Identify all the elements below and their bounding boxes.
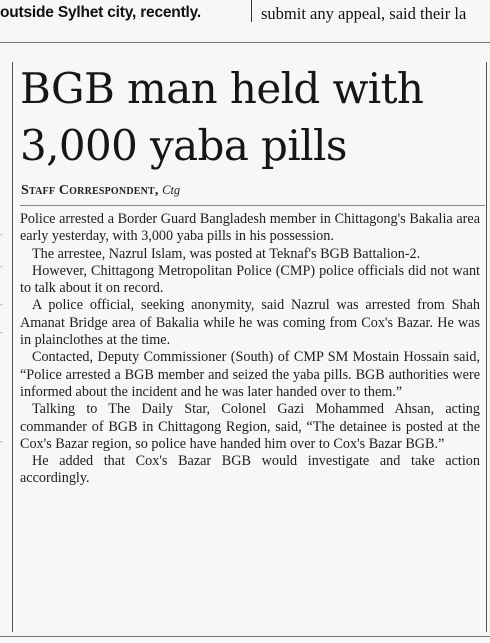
article-paragraph: He added that Cox's Bazar BGB would investigate and take action accordingly. xyxy=(20,453,480,487)
article-paragraph: Contacted, Deputy Commissioner (South) of CMP SM Mostain Hossain said, “Police arrested a BGB member and seized the yaba pills. BGB authorities were informed about the incident and he was later handed over to them.” xyxy=(20,349,480,400)
article-paragraph: However, Chittagong Metropolitan Police (CMP) police officials did not want to talk about it on record. xyxy=(20,262,480,297)
adjacent-column-glyph: - xyxy=(0,437,3,444)
adjacent-column-glyph: - xyxy=(0,328,3,335)
article-paragraph: Police arrested a Border Guard Bangladesh member in Chittagong's Bakalia area early yesterday, with 3,000 yaba pills in his possession. xyxy=(20,211,480,245)
right-column-rule xyxy=(486,62,487,632)
left-column-rule xyxy=(12,62,13,632)
byline-author: Staff Correspondent, xyxy=(21,183,159,198)
article-paragraph: Talking to The Daily Star, Colonel Gazi Mohammed Ahsan, acting commander of BGB in Chittagong Region, said, “The detainee is posted at the Cox's Bazar region, so police have handed him over to Cox's Bazar BGB.” xyxy=(20,401,480,452)
previous-story-strip xyxy=(0,0,490,30)
byline-divider xyxy=(20,205,485,206)
section-divider-bottom xyxy=(0,636,490,637)
article-headline: BGB man held with 3,000 yaba pills xyxy=(20,64,424,170)
column-divider xyxy=(251,0,252,22)
article-body xyxy=(20,211,480,488)
adjacent-column-glyph: - xyxy=(0,230,3,237)
adjacent-column-glyph: - xyxy=(0,300,3,307)
adjacent-column-glyph: - xyxy=(0,262,3,269)
article-byline xyxy=(21,183,180,199)
article-paragraph: The arrestee, Nazrul Islam, was posted at Teknaf's BGB Battalion-2. xyxy=(32,245,421,262)
article-paragraph: A police official, seeking anonymity, said Nazrul was arrested from Shah Amanat Bridge area of Bakalia while he was coming from Cox's Bazar. He was in plainclothes at the time. xyxy=(20,297,480,349)
previous-story-right-fragment: submit any appeal, said their la xyxy=(261,4,467,23)
byline-location: Ctg xyxy=(162,183,181,197)
section-divider-top xyxy=(0,42,490,43)
previous-story-left-fragment: outside Sylhet city, recently. xyxy=(0,4,202,21)
